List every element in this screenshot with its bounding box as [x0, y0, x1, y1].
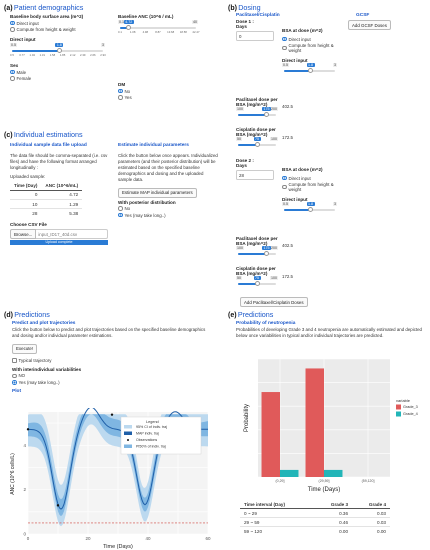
cisplatin-dose-label: Cisplatin dose per BSA (mg/m^2) — [236, 266, 276, 276]
slider-fill — [238, 114, 267, 116]
table-row — [10, 209, 82, 218]
slider-fill — [12, 50, 59, 52]
x-tick-label: 60 — [205, 536, 211, 541]
table-cell: 0.46 — [314, 518, 352, 527]
dose-2-label: Dose 2 : Days — [236, 158, 254, 168]
direct-input-label: Direct input — [10, 37, 36, 42]
dm-option-yes[interactable]: Yes — [118, 95, 213, 100]
observation-point — [111, 413, 113, 415]
dm-option-no[interactable]: No — [118, 89, 213, 94]
slider-min: 0.1 — [119, 20, 124, 24]
slider-max: 3 — [102, 43, 104, 47]
y-axis-label: Probability — [244, 403, 250, 433]
panel-a-header — [4, 3, 83, 12]
bsa-dose-option-compute[interactable]: Compute from height & weight — [282, 43, 342, 53]
slider-min: 100 — [237, 246, 243, 250]
x-axis-label: Time (Days) — [307, 487, 341, 493]
slider-value: 75 — [255, 137, 259, 141]
neutropenia-section — [236, 321, 426, 339]
anc-trajectory-plot — [6, 408, 211, 550]
bsa-dose-option-direct[interactable]: Direct input — [282, 176, 342, 181]
posterior-label: With posterior distribution — [118, 199, 176, 205]
slider-min: 50 — [237, 276, 241, 280]
paclitaxel-dose-slider[interactable] — [236, 107, 278, 121]
radio-icon — [10, 76, 15, 81]
add-gcsf-doses-button[interactable]: Add GCSF Doses — [348, 20, 391, 30]
table-cell: 0.36 — [314, 509, 352, 518]
radio-selected-icon — [282, 176, 287, 181]
slider-value: 1.8 — [56, 43, 62, 47]
dm-label: DM — [118, 82, 126, 87]
table-cell: 4.72 — [41, 190, 82, 199]
slider-tick-label: 0.5 — [10, 53, 14, 57]
browse-button[interactable]: Browse... — [10, 229, 36, 239]
slider-tick-label: 2.66 — [90, 53, 96, 57]
slider-fill — [238, 253, 267, 255]
file-input-row — [10, 229, 108, 239]
slider-tick-label: 1.31 — [39, 53, 46, 57]
slider-tick-label: 13.68 — [167, 30, 175, 34]
sex-option-male[interactable]: Male — [10, 70, 105, 75]
y-tick-labels — [23, 443, 26, 537]
legend-swatch — [124, 432, 132, 436]
slider-min: 50 — [237, 137, 241, 141]
panel-b-letter: (b) — [228, 5, 237, 12]
y-tick-label: 2 — [23, 487, 26, 493]
legend-entry: 95% CI of indiv. traj — [136, 425, 167, 429]
bsa-dose-option-compute[interactable]: Compute from height & weight — [282, 182, 342, 192]
interind-label: With interindividual variabilities — [12, 366, 82, 372]
paclitaxel-result: 402.5 — [282, 104, 293, 109]
table-cell: 0.03 — [352, 518, 390, 527]
slider-value: 75 — [255, 276, 259, 280]
posterior-option-yes[interactable]: Yes (may take long..) — [118, 213, 218, 218]
cisplatin-result: 172.5 — [282, 274, 293, 279]
slider-max: 3 — [334, 202, 336, 206]
dose-1-days-input[interactable]: 0 — [236, 31, 274, 41]
paclitaxel-dose-label: Paclitaxel dose per BSA (mg/m^2) — [236, 236, 278, 246]
slider-max: 100 — [271, 276, 277, 280]
slider-thumb[interactable] — [308, 207, 313, 212]
table-cell: 1.29 — [41, 199, 82, 208]
bsa-at-dose-options — [282, 174, 342, 216]
x-tick-label: (29,59] — [318, 479, 330, 483]
legend-swatch — [124, 425, 132, 429]
table-header: Grade 3 — [314, 500, 352, 509]
slider-tick-label: 1.58 — [49, 53, 56, 57]
slider-tick-label: 22.47 — [192, 30, 200, 34]
slider-value: 1.8 — [308, 63, 314, 67]
radio-icon — [282, 185, 287, 190]
predictions-e-title: Predictions — [237, 310, 274, 319]
bsa-label: Baseline body surface area (m^2) — [10, 14, 84, 19]
patient-demographics-title: Patient demographics — [13, 3, 84, 12]
slider-value: 4.72 — [125, 20, 133, 24]
table-row — [240, 527, 390, 536]
slider-thumb[interactable] — [264, 112, 269, 117]
estimate-title: Estimate individual parameters — [118, 143, 189, 148]
bar-grade_4 — [280, 470, 298, 477]
table-cell: 10 — [10, 199, 41, 208]
individual-estimations-title: Individual estimations — [13, 130, 83, 139]
sex-label: Sex — [10, 63, 19, 68]
slider-tick-label: 2.39 — [80, 53, 86, 57]
upload-description: The data file should be comma-separated (i.e. csv files) and have the following format arranged longitudinally : — [10, 153, 108, 170]
table-row — [10, 199, 82, 208]
x-tick-labels — [276, 479, 375, 483]
slider-tick-label: 2.12 — [69, 53, 76, 57]
x-tick-label: 40 — [145, 536, 151, 541]
predict-description: Click the button below to predict and plot trajectories based on the specified baseline demographics and dosing and/or individual parameter estimations. — [12, 327, 206, 338]
table-cell: 0.03 — [352, 509, 390, 518]
slider-tick-label: 0.77 — [19, 53, 25, 57]
legend-swatch — [396, 405, 401, 410]
slider-thumb[interactable] — [255, 281, 260, 286]
slider-thumb[interactable] — [255, 142, 260, 147]
x-tick-label: 0 — [26, 536, 30, 541]
slider-min: 0.5 — [283, 202, 288, 206]
bsa-option-direct[interactable]: Direct input — [10, 21, 105, 26]
panel-e-header — [228, 310, 273, 319]
panel-d-header — [4, 310, 50, 319]
bsa-dose-slider[interactable] — [282, 202, 337, 216]
choose-csv-label: Choose CSV File — [10, 222, 47, 228]
table-row — [240, 518, 390, 527]
x-tick-labels — [27, 536, 211, 541]
paclitaxel-cisplatin-subtitle: Paclitaxel/Cisplatin — [236, 13, 280, 18]
slider-value: 1.8 — [308, 202, 314, 206]
typical-trajectory-checkbox[interactable]: Typical trajectory — [12, 358, 212, 363]
slider-value: 175 — [263, 107, 270, 111]
panel-a-letter: (a) — [4, 5, 13, 12]
slider-tick-label: 8.87 — [155, 30, 161, 34]
checkbox-icon — [12, 358, 17, 363]
radio-selected-icon — [282, 37, 287, 42]
bsa-at-dose-options — [282, 35, 342, 77]
table-cell: 0 ~ 29 — [240, 509, 314, 518]
estimate-description: Click the button below once appears. Individualized parameters (and their posterior distribution) will be estimated based on the specified baseline demographics and dosing and the uploaded sample data. — [118, 153, 218, 182]
interind-option-yes[interactable]: Yes (may take long..) — [12, 380, 212, 385]
sex-option-female[interactable]: Female — [10, 76, 105, 81]
x-axis-label: Time (Days) — [103, 544, 133, 550]
direct-input-label: Direct input — [282, 197, 308, 202]
slider-tick-label: 1.85 — [59, 53, 66, 57]
bar-grade_4 — [324, 470, 342, 477]
slider-thumb[interactable] — [264, 251, 269, 256]
slider-ticks — [10, 53, 106, 57]
panel-d-letter: (d) — [4, 312, 13, 319]
legend-swatch — [127, 439, 129, 441]
slider-max: 3 — [334, 63, 336, 67]
estimate-section — [118, 143, 218, 218]
anc-slider[interactable] — [118, 20, 198, 34]
radio-icon — [118, 95, 123, 100]
legend-entry: Grade_3 — [403, 405, 418, 409]
legend-title: variable — [396, 398, 411, 403]
slider-tick-label: 1.04 — [29, 53, 35, 57]
dose-2-days-input[interactable]: 28 — [236, 170, 274, 180]
legend-entry: Grade_4 — [403, 412, 418, 416]
neutropenia-description: Probabilities of developing Grade 3 and 4 neutropenia are automatically estimated and depicted below once variabilities in typical and/or individual trajectories are predicted. — [236, 327, 422, 338]
slider-thumb[interactable] — [308, 68, 313, 73]
slider-fill — [284, 70, 311, 72]
y-tick-label: 0 — [23, 531, 26, 537]
anc-group — [118, 14, 213, 100]
slider-track — [120, 27, 196, 29]
slider-min: 0.5 — [11, 43, 16, 47]
slider-fill — [284, 209, 311, 211]
bsa-direct-slider[interactable] — [10, 43, 105, 57]
slider-tick-label: 4.98 — [142, 30, 149, 34]
cisplatin-dose-slider[interactable] — [236, 137, 278, 151]
predictions-d-title: Predictions — [14, 310, 50, 319]
uploaded-sample-label: Uploaded sample: — [10, 173, 46, 179]
radio-icon — [12, 374, 17, 379]
y-tick-label: 4 — [23, 442, 26, 448]
legend-title: Legend — [146, 420, 159, 424]
x-tick-label: (0,29] — [275, 479, 285, 483]
legend-swatch — [396, 412, 401, 417]
slider-tick-label: 0.1 — [118, 30, 122, 34]
bsa-option-compute[interactable]: Compute from height & weight — [10, 27, 105, 32]
legend-swatch — [124, 445, 132, 449]
add-paclitaxel-cisplatin-doses-button[interactable]: Add Paclitaxel/Cisplatin Doses — [240, 297, 308, 307]
legend-entry: MAP indiv. traj — [136, 431, 159, 436]
cisplatin-dose-slider[interactable] — [236, 276, 278, 290]
paclitaxel-result: 402.5 — [282, 243, 293, 248]
radio-icon — [118, 206, 123, 211]
x-tick-label: (59,120] — [361, 479, 375, 483]
bsa-dose-slider[interactable] — [282, 63, 337, 77]
dose-1-label: Dose 1 : Days — [236, 19, 254, 29]
execute-button[interactable]: Execute! — [12, 344, 37, 354]
slider-max: 40 — [193, 20, 197, 24]
upload-progress-bar: Upload complete — [10, 240, 108, 245]
predict-subtitle: Predict and plot trajectories — [12, 321, 76, 326]
table-header: Time interval (Day) — [240, 500, 314, 509]
bsa-dose-option-direct[interactable]: Direct input — [282, 37, 342, 42]
table-cell: 29 ~ 59 — [240, 518, 314, 527]
neutropenia-table — [240, 500, 390, 536]
uploaded-sample-table — [10, 182, 82, 218]
table-cell: 0 — [10, 190, 41, 199]
radio-icon — [282, 46, 287, 51]
y-axis-label: ANC (10^6 cells/L) — [10, 453, 16, 495]
predict-section — [12, 321, 212, 394]
plot-legend — [121, 417, 201, 454]
table-header: Time (Day) — [10, 182, 41, 191]
panel-b-header — [228, 3, 261, 12]
chart-legend — [396, 405, 418, 417]
radio-selected-icon — [118, 89, 123, 94]
radio-icon — [10, 27, 15, 32]
legend-entry: PI50% of indiv. traj — [136, 444, 166, 449]
posterior-option-no[interactable]: No — [118, 206, 218, 211]
table-header: ANC (10^6/mL) — [41, 182, 82, 191]
legend-entry: Observations — [136, 438, 158, 442]
bsa-at-dose-label: BSA at dose (m^2) — [282, 28, 323, 33]
slider-min: 0.5 — [283, 63, 288, 67]
anc-label: Baseline ANC (10^6 / mL) — [118, 14, 174, 19]
paclitaxel-dose-slider[interactable] — [236, 246, 278, 260]
table-header-row — [10, 182, 82, 191]
slider-tick-label: 18.58 — [179, 30, 187, 34]
gcsf-group — [348, 13, 391, 30]
neutropenia-bar-chart — [228, 355, 428, 495]
radio-selected-icon — [10, 70, 15, 75]
table-header-row — [240, 500, 390, 509]
interind-option-no[interactable]: NO — [12, 373, 212, 378]
slider-value: 175 — [263, 246, 270, 250]
dose-1-block — [236, 19, 346, 151]
slider-max: 200 — [271, 107, 277, 111]
panel-c-header — [4, 130, 83, 139]
slider-tick-label: 1.08 — [129, 30, 136, 34]
table-row — [240, 509, 390, 518]
upload-title: Individual sample data file upload — [10, 143, 87, 148]
dosing-title: Dosing — [238, 3, 261, 12]
radio-selected-icon — [10, 21, 15, 26]
table-cell: 0.00 — [314, 527, 352, 536]
radio-selected-icon — [118, 213, 123, 218]
table-cell: 59 ~ 120 — [240, 527, 314, 536]
table-cell: 5.38 — [41, 209, 82, 218]
estimate-map-button[interactable]: Estimate MAP individual parameters — [118, 188, 197, 198]
slider-max: 100 — [271, 137, 277, 141]
radio-selected-icon — [12, 380, 17, 385]
direct-input-label: Direct input — [282, 58, 308, 63]
observation-point — [27, 428, 29, 430]
table-header: Grade 4 — [352, 500, 390, 509]
bar-grade_3 — [306, 368, 324, 477]
slider-tick-label: 2.93 — [100, 53, 106, 57]
table-cell: 0.00 — [352, 527, 390, 536]
upload-section — [10, 143, 108, 245]
table-row — [10, 190, 82, 199]
dose-2-block — [236, 158, 346, 290]
x-tick-label: 20 — [85, 536, 91, 541]
plot-label: Plot — [12, 388, 22, 394]
panel-e-letter: (e) — [228, 312, 237, 319]
cisplatin-dose-label: Cisplatin dose per BSA (mg/m^2) — [236, 127, 276, 137]
bsa-at-dose-label: BSA at dose (m^2) — [282, 167, 323, 172]
gcsf-label: GCSF — [356, 13, 370, 18]
slider-max: 200 — [271, 246, 277, 250]
paclitaxel-dose-label: Paclitaxel dose per BSA (mg/m^2) — [236, 97, 278, 107]
observation-point — [57, 504, 59, 506]
panel-c-letter: (c) — [4, 132, 13, 139]
neutropenia-subtitle: Probability of neutropenia — [236, 321, 296, 326]
slider-ticks — [118, 30, 200, 34]
bsa-group — [10, 14, 105, 81]
file-name-field: input_ID17_40d.csv — [36, 229, 108, 239]
table-cell: 28 — [10, 209, 41, 218]
bar-grade_3 — [262, 392, 280, 477]
slider-min: 100 — [237, 107, 243, 111]
cisplatin-result: 172.5 — [282, 135, 293, 140]
